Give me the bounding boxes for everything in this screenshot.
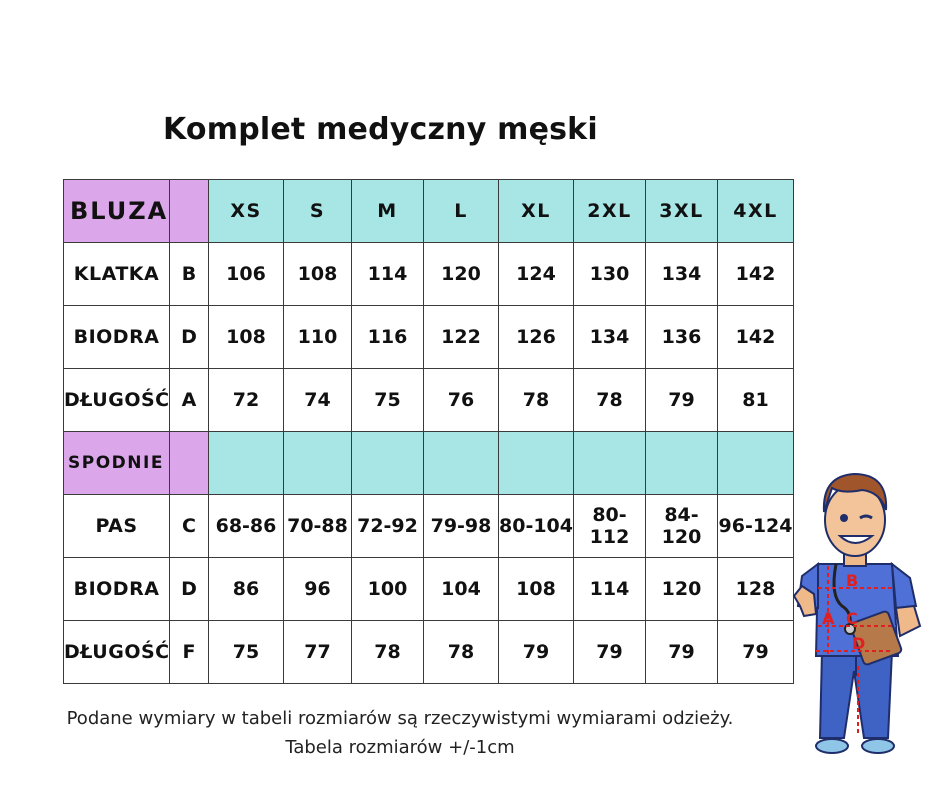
size-value-cell: 116: [352, 306, 424, 369]
size-value-cell: 100: [352, 558, 424, 621]
spodnie-header-blank-cell: [574, 432, 646, 495]
size-value-cell: 134: [646, 243, 718, 306]
spodnie-header-blank-cell: [284, 432, 352, 495]
size-value-cell: 72: [209, 369, 284, 432]
figure-marker-d: D: [852, 634, 866, 653]
size-value-cell: 108: [209, 306, 284, 369]
size-value-cell: 74: [284, 369, 352, 432]
bluza-section-label: BLUZA: [64, 180, 170, 243]
measurement-label: BIODRA: [64, 558, 170, 621]
size-header-2xl: 2XL: [574, 180, 646, 243]
size-value-cell: 75: [352, 369, 424, 432]
figure-marker-c: C: [846, 609, 858, 628]
bluza-header-row: [64, 180, 794, 243]
size-value-cell: 96: [284, 558, 352, 621]
note-line-1: Podane wymiary w tabeli rozmiarów są rzeczywistymi wymiarami odzieży.: [66, 708, 734, 729]
bluza-section-code-cell: [170, 180, 209, 243]
size-header-s: S: [284, 180, 352, 243]
spodnie-header-blank-cell: [424, 432, 499, 495]
size-value-cell: 79: [646, 369, 718, 432]
figure-marker-b: B: [846, 571, 859, 590]
size-value-cell: 70-88: [284, 495, 352, 558]
size-value-cell: 77: [284, 621, 352, 684]
size-value-cell: 124: [499, 243, 574, 306]
size-value-cell: 79: [574, 621, 646, 684]
size-value-cell: 122: [424, 306, 499, 369]
size-header-4xl: 4XL: [718, 180, 794, 243]
spodnie-header-row: [64, 432, 794, 495]
spodnie-header-blank-cell: [718, 432, 794, 495]
size-header-xs: XS: [209, 180, 284, 243]
size-header-xl: XL: [499, 180, 574, 243]
size-value-cell: 96-124: [718, 495, 794, 558]
size-value-cell: 106: [209, 243, 284, 306]
page-title: Komplet medyczny męski: [163, 112, 598, 147]
size-header-l: L: [424, 180, 499, 243]
measurement-code: B: [170, 243, 209, 306]
measurement-label: PAS: [64, 495, 170, 558]
size-value-cell: 80-104: [499, 495, 574, 558]
size-value-cell: 72-92: [352, 495, 424, 558]
size-note: [0, 704, 800, 762]
size-value-cell: 78: [424, 621, 499, 684]
size-value-cell: 120: [646, 558, 718, 621]
spodnie-header-blank-cell: [646, 432, 718, 495]
size-value-cell: 114: [352, 243, 424, 306]
note-line-2: Tabela rozmiarów +/-1cm: [285, 737, 515, 758]
size-table: [63, 179, 794, 684]
size-value-cell: 79-98: [424, 495, 499, 558]
size-value-cell: 126: [499, 306, 574, 369]
table-row: [64, 495, 794, 558]
table-row: [64, 306, 794, 369]
table-row: [64, 369, 794, 432]
size-value-cell: 142: [718, 306, 794, 369]
measurement-label: BIODRA: [64, 306, 170, 369]
size-value-cell: 76: [424, 369, 499, 432]
size-value-cell: 136: [646, 306, 718, 369]
measurement-code: D: [170, 558, 209, 621]
size-value-cell: 78: [574, 369, 646, 432]
size-value-cell: 86: [209, 558, 284, 621]
size-value-cell: 104: [424, 558, 499, 621]
measurement-code: C: [170, 495, 209, 558]
table-row: [64, 558, 794, 621]
spodnie-header-blank-cell: [352, 432, 424, 495]
size-header-3xl: 3XL: [646, 180, 718, 243]
size-value-cell: 142: [718, 243, 794, 306]
measurement-label: DŁUGOŚĆ: [64, 621, 170, 684]
size-value-cell: 108: [284, 243, 352, 306]
size-value-cell: 130: [574, 243, 646, 306]
size-value-cell: 128: [718, 558, 794, 621]
nurse-illustration: [792, 466, 932, 766]
size-value-cell: 75: [209, 621, 284, 684]
figure-marker-a: A: [822, 609, 835, 628]
size-value-cell: 79: [646, 621, 718, 684]
size-value-cell: 81: [718, 369, 794, 432]
size-value-cell: 78: [499, 369, 574, 432]
size-value-cell: 114: [574, 558, 646, 621]
size-value-cell: 110: [284, 306, 352, 369]
measurement-code: D: [170, 306, 209, 369]
spodnie-section-label: SPODNIE: [64, 432, 170, 495]
size-value-cell: 79: [499, 621, 574, 684]
size-value-cell: 80-112: [574, 495, 646, 558]
size-value-cell: 79: [718, 621, 794, 684]
measurement-code: F: [170, 621, 209, 684]
measurement-label: DŁUGOŚĆ: [64, 369, 170, 432]
size-header-m: M: [352, 180, 424, 243]
measurement-label: KLATKA: [64, 243, 170, 306]
spodnie-section-code-cell: [170, 432, 209, 495]
size-value-cell: 120: [424, 243, 499, 306]
size-value-cell: 68-86: [209, 495, 284, 558]
measurement-code: A: [170, 369, 209, 432]
table-row: [64, 621, 794, 684]
spodnie-header-blank-cell: [209, 432, 284, 495]
size-value-cell: 134: [574, 306, 646, 369]
spodnie-header-blank-cell: [499, 432, 574, 495]
size-value-cell: 78: [352, 621, 424, 684]
size-value-cell: 84-120: [646, 495, 718, 558]
size-value-cell: 108: [499, 558, 574, 621]
table-row: [64, 243, 794, 306]
